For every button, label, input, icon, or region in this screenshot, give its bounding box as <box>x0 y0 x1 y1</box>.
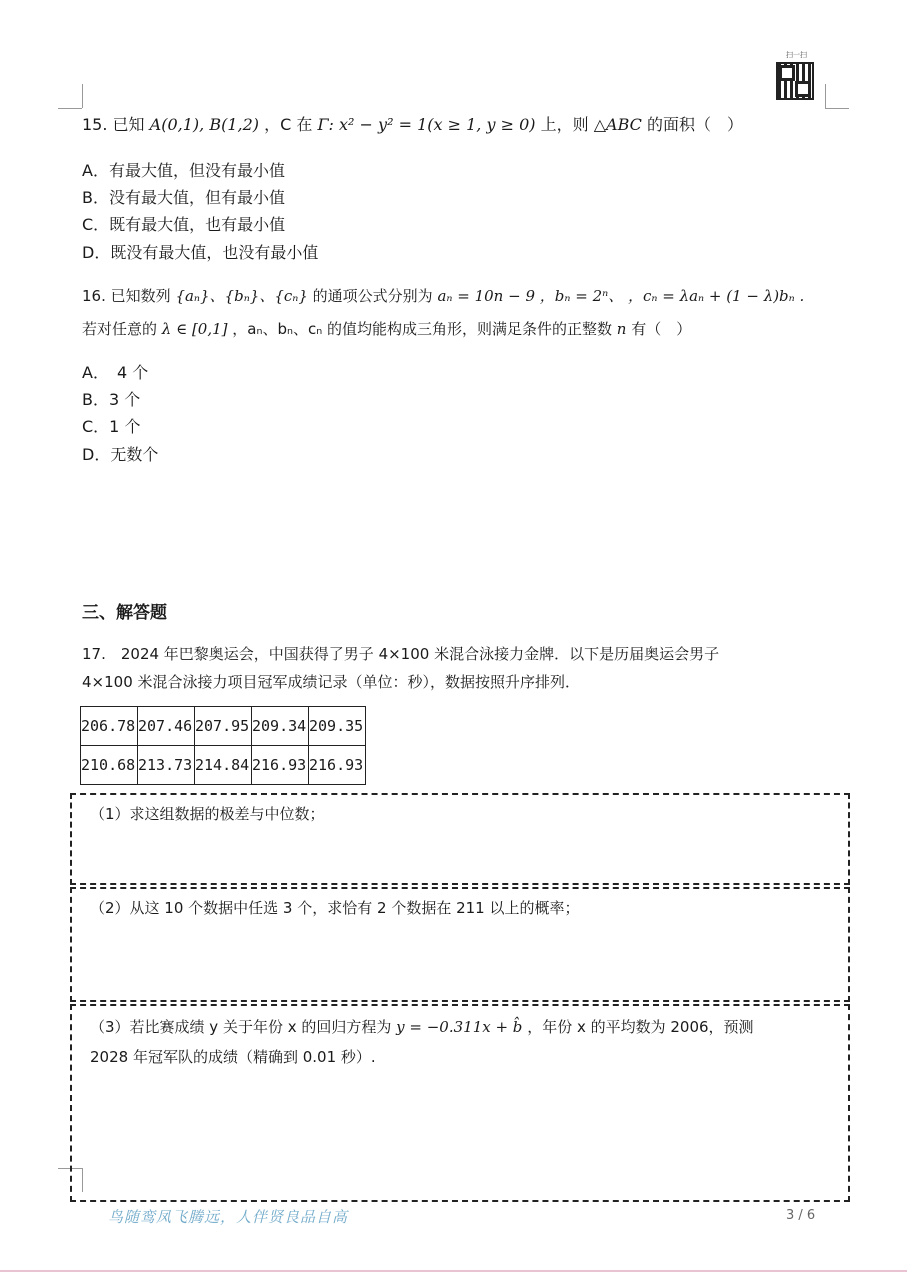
table-cell: 209.34 <box>252 707 309 746</box>
q16-option-c[interactable]: C．1 个 <box>82 417 141 436</box>
q16-option-a[interactable]: A． 4 个 <box>82 363 149 382</box>
q15-text-c: 上，则 <box>540 115 589 134</box>
results-table <box>80 706 366 785</box>
q17-sub3-text-a: （3）若比赛成绩 y 关于年份 x 的回归方程为 <box>90 1018 392 1036</box>
q16-text-b: 的通项公式分别为 <box>312 287 433 305</box>
q17-sub3-line1 <box>90 1014 754 1040</box>
table-cell: 210.68 <box>81 746 138 785</box>
crop-mark-top-left-v <box>82 84 83 108</box>
q16-sequences: {aₙ}、{bₙ}、{cₙ} <box>175 287 308 305</box>
section-title: 三、解答题 <box>82 603 167 623</box>
q17-sub3-line2: 2028 年冠军队的成绩（精确到 0.01 秒）. <box>90 1048 376 1066</box>
q16-formula-b: ，bₙ = 2ⁿ、 <box>539 287 624 305</box>
table-cell: 216.93 <box>309 746 366 785</box>
q15-number: 15. <box>82 115 108 134</box>
table-cell: 207.95 <box>195 707 252 746</box>
q17-sub1: （1）求这组数据的极差与中位数； <box>90 805 325 823</box>
answer-box-3[interactable] <box>70 1004 850 1202</box>
footer-motto: 鸟随鸾凤飞腾远，人伴贤良品自高 <box>108 1208 349 1226</box>
q16-stem-line2 <box>82 318 691 340</box>
qr-caption: 扫一扫 <box>786 51 807 59</box>
q15-triangle: △ABC <box>593 115 642 134</box>
table-cell: 214.84 <box>195 746 252 785</box>
q16-text-a: 已知数列 <box>110 287 171 305</box>
q16-option-b[interactable]: B．3 个 <box>82 390 141 409</box>
q15-option-d[interactable]: D．既没有最大值，也没有最小值 <box>82 243 319 262</box>
q16-text-e: 有（ ） <box>631 320 692 338</box>
q16-number: 16. <box>82 287 106 305</box>
q17-stem-line2: 4×100 米混合泳接力项目冠军成绩记录（单位：秒），数据按照升序排列． <box>82 673 581 691</box>
q17-sub2: （2）从这 10 个数据中任选 3 个，求恰有 2 个数据在 211 以上的概率； <box>90 899 580 917</box>
q15-text-d: 的面积（ ） <box>646 115 743 134</box>
q15-text-a: 已知 <box>112 115 145 134</box>
answer-box-1[interactable] <box>70 793 850 885</box>
q15-option-a[interactable]: A．有最大值，但没有最小值 <box>82 161 285 180</box>
table-cell: 216.93 <box>252 746 309 785</box>
crop-mark-top-right-v <box>825 84 826 108</box>
q15-points: A(0,1), B(1,2) <box>149 115 259 134</box>
q16-lambda-range: λ ∈ [0,1] <box>161 320 228 338</box>
q16-formula-c: ，cₙ = λaₙ + (1 − λ)bₙ . <box>627 287 805 305</box>
q15-text-b: ，C 在 <box>264 115 313 134</box>
q16-text-d: ，aₙ、bₙ、cₙ 的值均能构成三角形，则满足条件的正整数 <box>232 320 612 338</box>
q16-n: n <box>616 320 627 338</box>
q15-option-c[interactable]: C．既有最大值，也有最小值 <box>82 215 286 234</box>
page-number: 3 / 6 <box>786 1208 816 1223</box>
q16-text-c: 若对任意的 <box>82 320 158 338</box>
table-row <box>81 707 366 746</box>
q17-sub3-equation: y = −0.311x + b̂ <box>396 1018 523 1036</box>
q15-option-b[interactable]: B．没有最大值，但有最小值 <box>82 188 285 207</box>
qr-code-icon <box>776 62 814 100</box>
table-row <box>81 746 366 785</box>
bottom-divider <box>0 1270 907 1272</box>
crop-mark-top-right-h <box>825 108 849 109</box>
table-cell: 209.35 <box>309 707 366 746</box>
table-cell: 206.78 <box>81 707 138 746</box>
q16-formula-a: aₙ = 10n − 9 <box>437 287 535 305</box>
crop-mark-top-left-h <box>58 108 82 109</box>
q15-stem <box>82 114 743 136</box>
q15-curve: Γ: x² − y² = 1(x ≥ 1, y ≥ 0) <box>317 115 536 134</box>
table-cell: 213.73 <box>138 746 195 785</box>
answer-box-2[interactable] <box>70 887 850 1002</box>
q17-stem-line1: 17. 2024 年巴黎奥运会，中国获得了男子 4×100 米混合泳接力金牌．以下是历届奥运会男子 <box>82 645 720 663</box>
q17-sub3-text-b: ，年份 x 的平均数为 2006，预测 <box>527 1018 754 1036</box>
table-cell: 207.46 <box>138 707 195 746</box>
q16-stem-line1 <box>82 285 804 307</box>
q16-option-d[interactable]: D．无数个 <box>82 445 159 464</box>
